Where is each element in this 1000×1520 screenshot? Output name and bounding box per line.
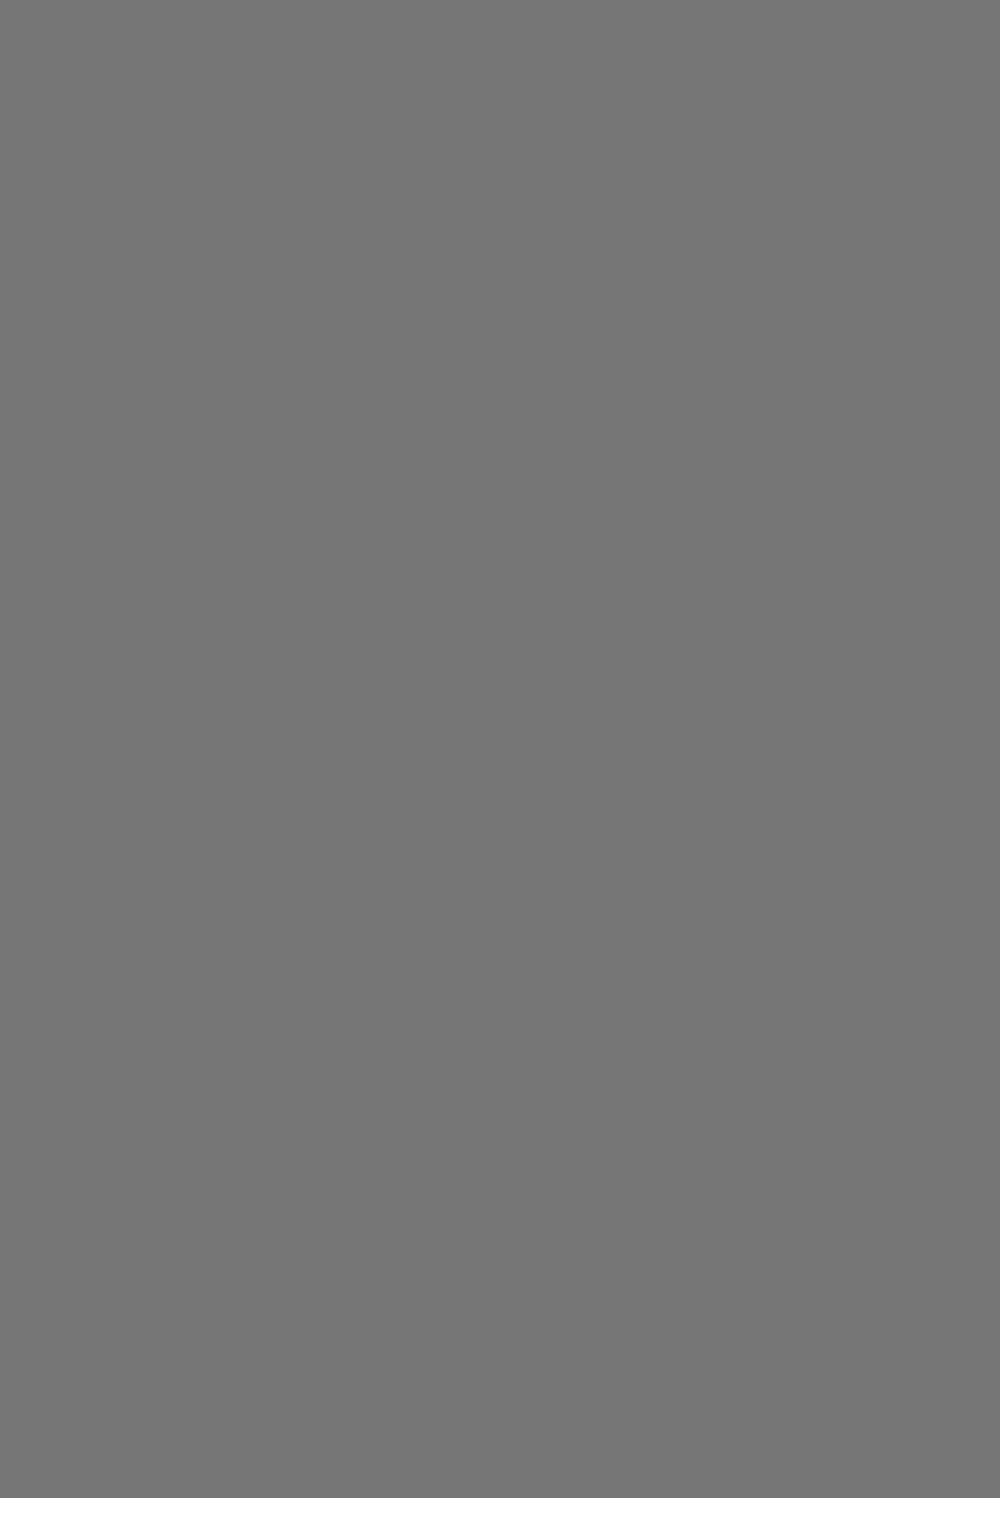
digitization-footer: [983, 1503, 992, 1515]
